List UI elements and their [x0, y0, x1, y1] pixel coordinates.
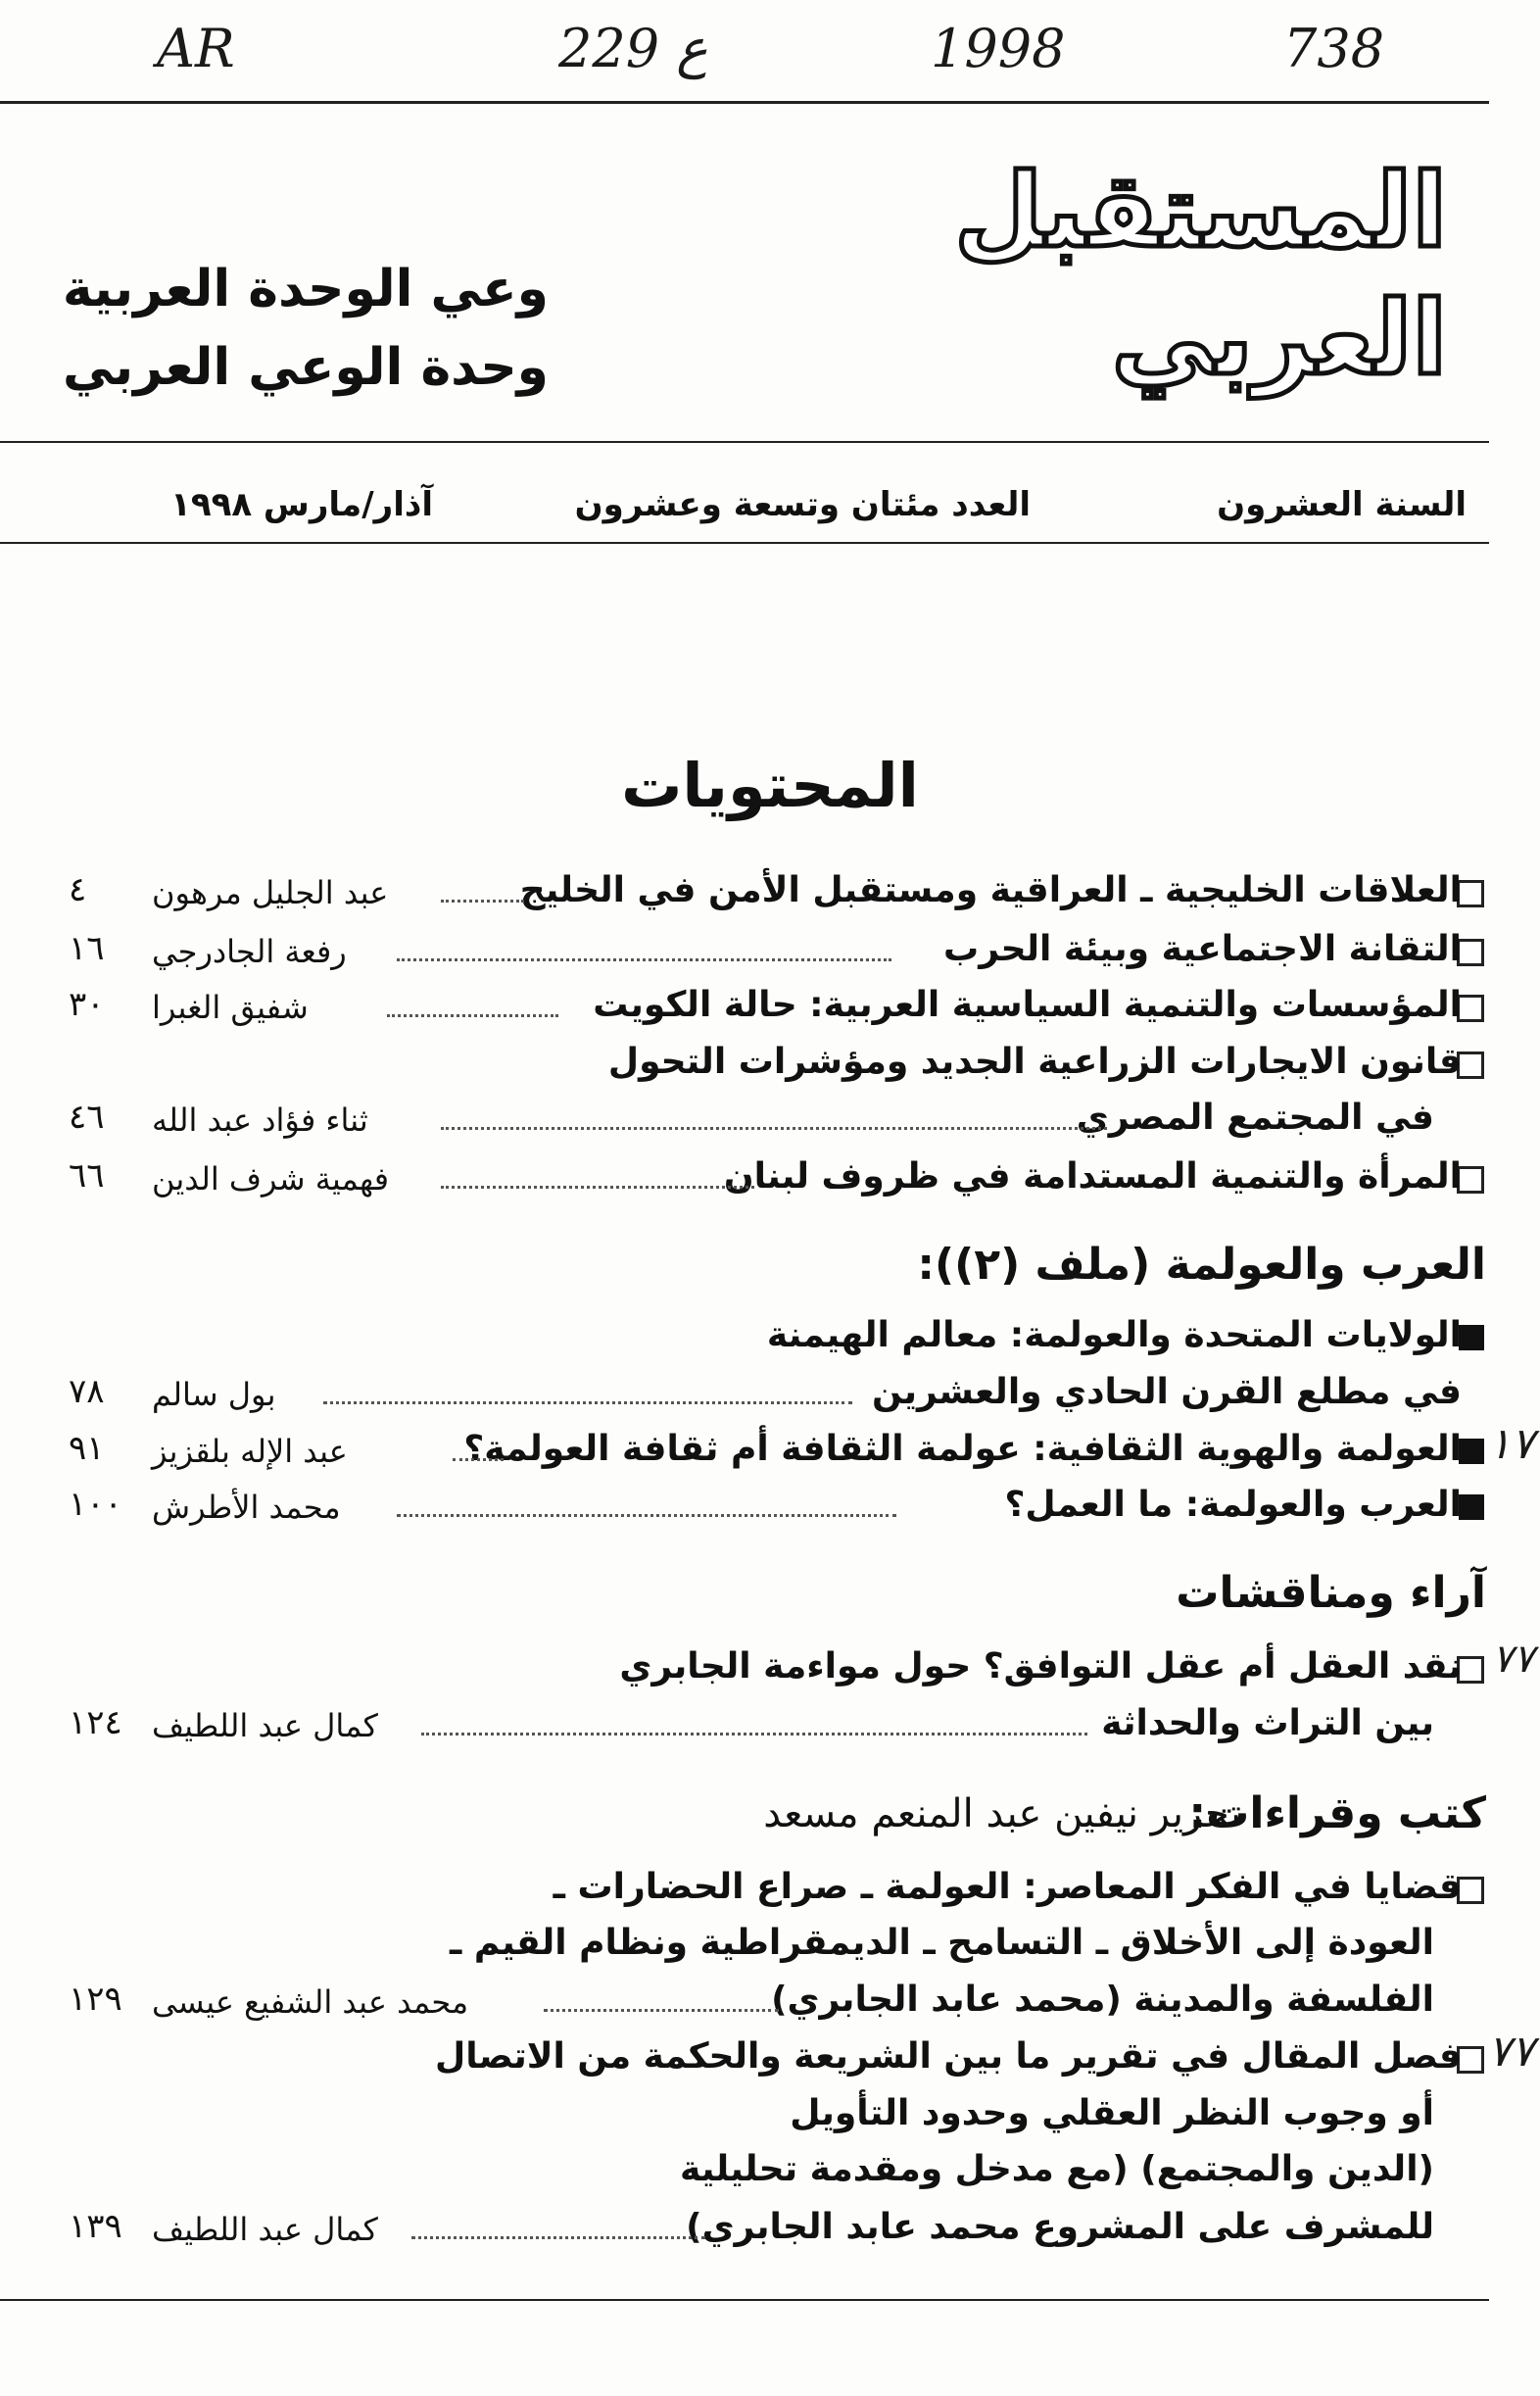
entry-author: كمال عبد اللطيف [152, 2211, 378, 2248]
issue-date: آذار/مارس ١٩٩٨ [170, 485, 433, 524]
entry-author: شفيق الغبرا [152, 989, 309, 1026]
entry-page: ٣٠ [69, 985, 105, 1024]
entry-title-line2: في المجتمع المصري [1076, 1098, 1434, 1138]
entry-title-line2: في مطلع القرن الحادي والعشرين [872, 1372, 1462, 1412]
toc-entry-continuation[interactable] [0, 1703, 1540, 1758]
entry-page: ١٢٩ [69, 1980, 122, 2019]
handwritten-year-mark: 1998 [931, 18, 1066, 79]
entry-title-line2: بين التراث والحداثة [1101, 1703, 1434, 1743]
section-heading-globalization: العرب والعولمة (ملف (٢)): [917, 1240, 1486, 1290]
dot-leader [441, 1127, 1107, 1130]
dot-leader [323, 1401, 852, 1404]
contents-heading: المحتويات [621, 750, 919, 821]
dot-leader [421, 1733, 1087, 1736]
toc-entry[interactable] [0, 2036, 1540, 2091]
motto-line-2: وحدة الوعي العربي [62, 338, 549, 397]
entry-title: الولايات المتحدة والعولمة: معالم الهيمنة [766, 1315, 1462, 1355]
toc-entry[interactable] [0, 1042, 1540, 1097]
section-heading-books: كتب وقراءات: [1188, 1788, 1486, 1838]
entry-title: المؤسسات والتنمية السياسية العربية: حالة الكويت [593, 985, 1462, 1025]
toc-entry[interactable] [0, 1646, 1540, 1701]
footer-rule [0, 2299, 1489, 2301]
toc-entry[interactable] [0, 929, 1540, 984]
filled-square-icon [1459, 1494, 1484, 1520]
entry-author: فهمية شرف الدين [152, 1160, 390, 1198]
entry-author: عبد الإله بلقزيز [152, 1433, 348, 1470]
dot-leader [387, 1014, 558, 1017]
toc-entry-continuation[interactable] [0, 1923, 1540, 1978]
header-rule-bottom [0, 542, 1489, 544]
top-rule [0, 101, 1489, 104]
toc-entry[interactable] [0, 870, 1540, 925]
entry-author: محمد الأطرش [152, 1489, 341, 1526]
header-rule-top [0, 441, 1489, 443]
toc-entry-continuation[interactable] [0, 1372, 1540, 1427]
toc-entry-continuation[interactable] [0, 2093, 1540, 2148]
handwritten-folio-mark: 738 [1283, 18, 1385, 79]
entry-page: ١٠٠ [69, 1485, 122, 1524]
dot-leader [544, 2009, 779, 2012]
entry-title: العولمة والهوية الثقافية: عولمة الثقافة أم ثقافة العولمة؟ [463, 1429, 1462, 1469]
entry-title: قانون الايجارات الزراعية الجديد ومؤشرات التحول [607, 1042, 1462, 1082]
toc-entry-continuation[interactable] [0, 1098, 1540, 1152]
toc-entry[interactable] [0, 1867, 1540, 1922]
entry-title: العلاقات الخليجية ـ العراقية ومستقبل الأمن في الخليج [519, 870, 1462, 910]
entry-page: ٤ [69, 870, 87, 909]
entry-title-line2: أو وجوب النظر العقلي وحدود التأويل [790, 2093, 1434, 2133]
dot-leader [411, 2236, 705, 2239]
entry-page: ١٦ [69, 929, 105, 968]
issue-year: السنة العشرون [1217, 485, 1467, 524]
entry-author: ثناء فؤاد عبد الله [152, 1101, 368, 1139]
margin-mark-books: ٧٧ [1487, 2027, 1534, 2077]
entry-title-line4: للمشرف على المشروع محمد عابد الجابري) [686, 2207, 1434, 2247]
handwritten-number-mark: 229 ع [558, 18, 708, 79]
margin-mark-opinions: ٧٧ [1492, 1637, 1534, 1682]
entry-title: التقانة الاجتماعية وبيئة الحرب [943, 929, 1462, 969]
journal-logo: المستقبل العربي [954, 151, 1447, 398]
entry-author: بول سالم [152, 1376, 276, 1413]
toc-entry[interactable] [0, 1156, 1540, 1211]
filled-square-icon [1459, 1325, 1484, 1350]
entry-page: ٧٨ [69, 1372, 105, 1411]
entry-page: ١٣٩ [69, 2207, 122, 2246]
entry-page: ٤٦ [69, 1098, 105, 1137]
entry-page: ٦٦ [69, 1156, 105, 1196]
toc-entry-continuation[interactable] [0, 1980, 1540, 2034]
entry-title: نقد العقل أم عقل التوافق؟ حول مواءمة الجابري [619, 1646, 1462, 1687]
entry-title-line3: (الدين والمجتمع) (مع مدخل ومقدمة تحليلية [680, 2149, 1434, 2189]
section-heading-opinions: آراء ومناقشات [1176, 1568, 1486, 1618]
entry-page: ١٢٤ [69, 1703, 122, 1742]
toc-entry-continuation[interactable] [0, 2149, 1540, 2204]
dot-leader [441, 1186, 754, 1189]
toc-entry[interactable] [0, 1429, 1540, 1484]
entry-author: كمال عبد اللطيف [152, 1707, 378, 1744]
dot-leader [397, 1514, 896, 1517]
entry-title: العرب والعولمة: ما العمل؟ [1004, 1485, 1462, 1525]
entry-title-line3: الفلسفة والمدينة (محمد عابد الجابري) [771, 1980, 1434, 2020]
entry-title: المرأة والتنمية المستدامة في ظروف لبنان [723, 1156, 1462, 1197]
issue-number: العدد مئتان وتسعة وعشرون [574, 485, 1031, 524]
dot-leader [397, 958, 891, 961]
dot-leader [453, 1458, 504, 1461]
motto-line-1: وعي الوحدة العربية [62, 260, 549, 318]
entry-title: فصل المقال في تقرير ما بين الشريعة والحكمة من الاتصال [435, 2036, 1462, 2077]
entry-title-line2: العودة إلى الأخلاق ـ التسامح ـ الديمقراطية ونظام القيم ـ [450, 1923, 1434, 1963]
handwritten-call-mark: AR [157, 18, 235, 79]
toc-entry[interactable] [0, 1485, 1540, 1540]
toc-entry[interactable] [0, 1315, 1540, 1370]
toc-entry[interactable] [0, 985, 1540, 1040]
entry-author: عبد الجليل مرهون [152, 874, 389, 911]
margin-mark-globalization: ١٧ [1487, 1419, 1534, 1469]
entry-page: ٩١ [69, 1429, 105, 1468]
toc-entry-continuation[interactable] [0, 2207, 1540, 2262]
entry-author: محمد عبد الشفيع عيسى [152, 1983, 469, 2021]
entry-title: قضايا في الفكر المعاصر: العولمة ـ صراع الحضارات ـ [553, 1867, 1462, 1907]
entry-author: رفعة الجادرجي [152, 933, 347, 970]
dot-leader [441, 900, 524, 903]
filled-square-icon [1459, 1439, 1484, 1464]
books-editor: تحرير نيفين عبد المنعم مسعد [763, 1791, 1241, 1836]
